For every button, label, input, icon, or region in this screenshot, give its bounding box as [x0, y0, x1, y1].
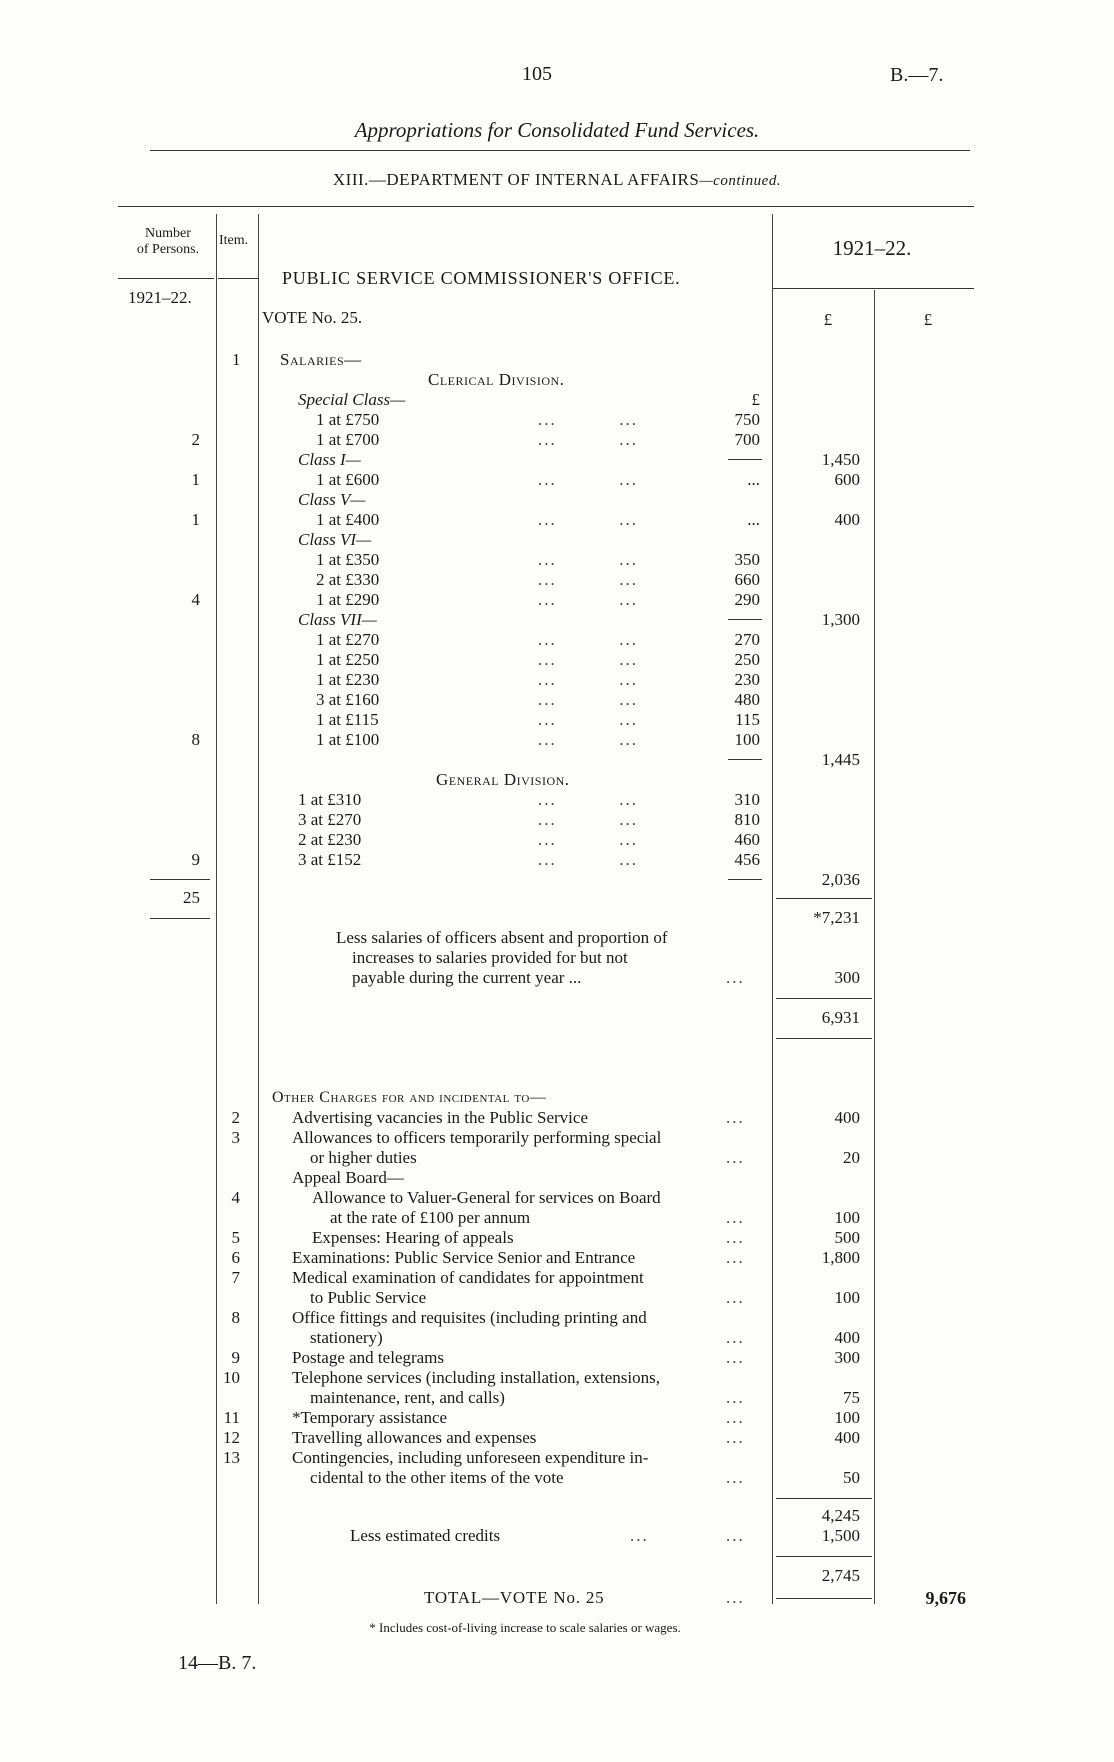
leader-dots: ... — [726, 1526, 745, 1545]
salary-amount: ... — [747, 470, 760, 489]
item-header: Item. — [219, 233, 249, 248]
salary-amount: 456 — [734, 850, 760, 869]
item-number: 8 — [231, 1308, 240, 1327]
salary-amount: 750 — [734, 410, 760, 429]
other-net: 2,745 — [821, 1566, 860, 1585]
leader-dots: ... — [726, 968, 745, 987]
less-salaries-line2: increases to salaries provided for but not — [352, 948, 628, 967]
salary-grade: 1 at £250 — [316, 650, 380, 669]
salaries-heading: Salaries— — [280, 350, 362, 369]
column-rule — [258, 214, 259, 1604]
pound-header-1: £ — [823, 310, 833, 329]
salary-amount: ... — [747, 510, 760, 529]
salary-amount: 350 — [734, 550, 760, 569]
charge-description: or higher duties — [310, 1148, 417, 1167]
salary-grade: 1 at £230 — [316, 670, 380, 689]
pound-sign: £ — [751, 390, 760, 409]
charge-amount: 100 — [834, 1288, 860, 1307]
charge-description: stationery) — [310, 1328, 383, 1347]
charge-description: *Temporary assistance — [292, 1408, 448, 1427]
item-number: 2 — [231, 1108, 240, 1127]
class-heading: Special Class— — [298, 390, 406, 409]
total-rule — [776, 1556, 872, 1557]
charge-description: Expenses: Hearing of appeals — [312, 1228, 514, 1247]
leader-dots: ... — [726, 1248, 745, 1267]
salary-grade: 1 at £310 — [298, 790, 362, 809]
total-rule — [776, 898, 872, 899]
leader-dots: ... ... — [538, 550, 638, 569]
persons-count: 9 — [191, 850, 200, 869]
charge-description: Medical examination of candidates for appointment — [292, 1268, 644, 1287]
charge-description: Examinations: Public Service Senior and Entrance — [292, 1248, 636, 1267]
salary-amount: 115 — [735, 710, 760, 729]
charge-amount: 50 — [843, 1468, 860, 1487]
item-number: 10 — [223, 1368, 240, 1387]
charge-amount: 100 — [834, 1408, 860, 1427]
salary-amount: 460 — [734, 830, 760, 849]
salaries-net-total: 6,931 — [821, 1008, 860, 1027]
total-rule — [776, 1598, 872, 1599]
gross-total: *7,231 — [813, 908, 860, 927]
class-heading: Class VI— — [298, 530, 372, 549]
leader-dots: ... ... — [538, 470, 638, 489]
pound-header-2: £ — [923, 310, 933, 329]
less-salaries-line3: payable during the current year ... — [352, 968, 582, 987]
leader-dots: ... — [726, 1108, 745, 1127]
salary-amount: 700 — [734, 430, 760, 449]
leader-dots: ... — [726, 1288, 745, 1307]
class-subtotal: 400 — [834, 510, 860, 529]
class-heading: Class I— — [298, 450, 361, 469]
salary-grade: 1 at £600 — [316, 470, 380, 489]
salary-amount: 480 — [734, 690, 760, 709]
leader-dots: ... ... — [538, 730, 638, 749]
leader-dots: ... — [726, 1328, 745, 1347]
leader-dots: ... — [726, 1208, 745, 1227]
subtotal-rule — [728, 619, 762, 620]
leader-dots: ... ... — [538, 410, 638, 429]
vote-total: 9,676 — [925, 1588, 966, 1608]
charge-amount: 100 — [834, 1208, 860, 1227]
office-heading: PUBLIC SERVICE COMMISSIONER'S OFFICE. — [282, 268, 681, 288]
subtotal-rule — [728, 459, 762, 460]
item-number: 1 — [232, 350, 241, 369]
leader-dots: ... ... — [538, 850, 638, 869]
credits-value: 1,500 — [821, 1526, 860, 1545]
salary-grade: 1 at £115 — [316, 710, 379, 729]
class-subtotal: 1,300 — [821, 610, 860, 629]
salary-grade: 3 at £160 — [316, 690, 380, 709]
persons-total: 25 — [183, 888, 200, 907]
page-title: Appropriations for Consolidated Fund Services. — [354, 118, 760, 142]
divider — [118, 206, 974, 207]
persons-rule — [150, 918, 210, 919]
salary-grade: 3 at £270 — [298, 810, 362, 829]
clerical-division-heading: Clerical Division. — [428, 370, 565, 389]
divider — [218, 278, 258, 279]
other-charges-heading: Other Charges for and incidental to— — [272, 1089, 547, 1106]
year-header: 1921–22. — [832, 236, 912, 260]
salary-amount: 810 — [734, 810, 760, 829]
leader-dots: ... ... — [538, 810, 638, 829]
salary-amount: 100 — [734, 730, 760, 749]
salary-grade: 2 at £330 — [316, 570, 380, 589]
charge-amount: 300 — [834, 1348, 860, 1367]
charge-description: cidental to the other items of the vote — [310, 1468, 564, 1487]
total-label: TOTAL—VOTE No. 25 — [424, 1588, 605, 1607]
item-number: 3 — [231, 1128, 240, 1147]
item-number: 5 — [231, 1228, 240, 1247]
leader-dots: ... ... — [538, 710, 638, 729]
item-number: 4 — [231, 1188, 240, 1207]
salary-amount: 290 — [734, 590, 760, 609]
footer-ref: 14—B. 7. — [178, 1652, 257, 1674]
item-number: 6 — [231, 1248, 240, 1267]
class-subtotal: 1,450 — [821, 450, 860, 469]
charge-amount: 400 — [834, 1328, 860, 1347]
leader-dots: ... — [726, 1428, 745, 1447]
charge-amount: 400 — [834, 1428, 860, 1447]
persons-count: 8 — [191, 730, 200, 749]
leader-dots: ... ... — [538, 590, 638, 609]
item-number: 12 — [223, 1428, 240, 1447]
salary-grade: 1 at £350 — [316, 550, 380, 569]
footnote: * Includes cost-of-living increase to scale salaries or wages. — [369, 1620, 681, 1635]
salary-grade: 1 at £400 — [316, 510, 380, 529]
charge-amount: 20 — [843, 1148, 860, 1167]
charge-description: at the rate of £100 per annum — [330, 1208, 531, 1227]
salary-grade: 1 at £750 — [316, 410, 380, 429]
leader-dots: ... ... — [538, 510, 638, 529]
leader-dots: ... ... — [538, 670, 638, 689]
clerical-total: 1,445 — [821, 750, 860, 769]
subtotal-rule — [728, 759, 762, 760]
salary-grade: 1 at £290 — [316, 590, 380, 609]
leader-dots: ... ... — [538, 650, 638, 669]
salary-amount: 270 — [734, 630, 760, 649]
salary-amount: 250 — [734, 650, 760, 669]
class-heading: Class V— — [298, 490, 366, 509]
leader-dots: ... — [726, 1588, 745, 1607]
salary-amount: 660 — [734, 570, 760, 589]
leader-dots: ... — [726, 1468, 745, 1487]
charge-description: Telephone services (including installation, extensions, — [292, 1368, 660, 1387]
charge-description: Advertising vacancies in the Public Service — [292, 1108, 588, 1127]
charge-description: maintenance, rent, and calls) — [310, 1388, 505, 1407]
credits-label: Less estimated credits — [350, 1526, 501, 1545]
item-number: 11 — [223, 1408, 240, 1427]
persons-rule — [150, 879, 210, 880]
leader-dots: ... ... — [538, 630, 638, 649]
vote-heading: VOTE No. 25. — [262, 308, 363, 327]
leader-dots: ... ... — [538, 430, 638, 449]
charge-description: Office fittings and requisites (including printing and — [292, 1308, 647, 1327]
item-number: 9 — [231, 1348, 240, 1367]
column-rule — [874, 290, 875, 1604]
less-salaries-value: 300 — [834, 968, 860, 987]
leader-dots: ... — [630, 1526, 649, 1545]
less-salaries-line1: Less salaries of officers absent and proportion of — [336, 928, 668, 947]
leader-dots: ... — [726, 1348, 745, 1367]
total-rule — [776, 1038, 872, 1039]
document-ref: B.—7. — [890, 64, 944, 86]
department-heading: XIII.—DEPARTMENT OF INTERNAL AFFAIRS—continued. — [332, 170, 782, 189]
total-rule — [776, 998, 872, 999]
item-number: 13 — [223, 1448, 240, 1467]
page-number: 105 — [522, 63, 552, 85]
persons-count: 1 — [191, 510, 200, 529]
subtotal-rule — [728, 879, 762, 880]
divider — [772, 288, 974, 289]
class-heading: Class VII— — [298, 610, 377, 629]
charge-description: Allowances to officers temporarily performing special — [292, 1128, 662, 1147]
persons-count: 4 — [191, 590, 200, 609]
charge-amount: 400 — [834, 1108, 860, 1127]
divider — [118, 278, 214, 279]
charge-description: Contingencies, including unforeseen expenditure in- — [292, 1448, 649, 1467]
charge-description: Appeal Board— — [292, 1168, 404, 1187]
persons-header: Number of Persons. — [136, 226, 200, 257]
salary-amount: 230 — [734, 670, 760, 689]
charge-description: to Public Service — [310, 1288, 427, 1307]
total-rule — [776, 1498, 872, 1499]
column-rule — [216, 214, 217, 1604]
charge-amount: 500 — [834, 1228, 860, 1247]
persons-year: 1921–22. — [128, 288, 192, 307]
charge-amount: 75 — [843, 1388, 860, 1407]
column-rule — [772, 214, 773, 1604]
other-subtotal: 4,245 — [821, 1506, 860, 1525]
leader-dots: ... ... — [538, 830, 638, 849]
leader-dots: ... — [726, 1148, 745, 1167]
class-subtotal: 600 — [834, 470, 860, 489]
persons-count: 2 — [191, 430, 200, 449]
divider — [150, 150, 970, 151]
general-division-heading: General Division. — [436, 770, 570, 789]
leader-dots: ... — [726, 1408, 745, 1427]
charge-description: Allowance to Valuer-General for services on Board — [312, 1188, 661, 1207]
salary-grade: 1 at £270 — [316, 630, 380, 649]
persons-count: 1 — [191, 470, 200, 489]
charge-description: Postage and telegrams — [292, 1348, 445, 1367]
charge-description: Travelling allowances and expenses — [292, 1428, 537, 1447]
general-total: 2,036 — [821, 870, 860, 889]
salary-grade: 1 at £100 — [316, 730, 380, 749]
leader-dots: ... ... — [538, 570, 638, 589]
leader-dots: ... ... — [538, 690, 638, 709]
salary-grade: 2 at £230 — [298, 830, 362, 849]
item-number: 7 — [231, 1268, 240, 1287]
salary-amount: 310 — [734, 790, 760, 809]
leader-dots: ... — [726, 1388, 745, 1407]
salary-grade: 3 at £152 — [298, 850, 362, 869]
leader-dots: ... — [726, 1228, 745, 1247]
salary-grade: 1 at £700 — [316, 430, 380, 449]
charge-amount: 1,800 — [821, 1248, 860, 1267]
leader-dots: ... ... — [538, 790, 638, 809]
